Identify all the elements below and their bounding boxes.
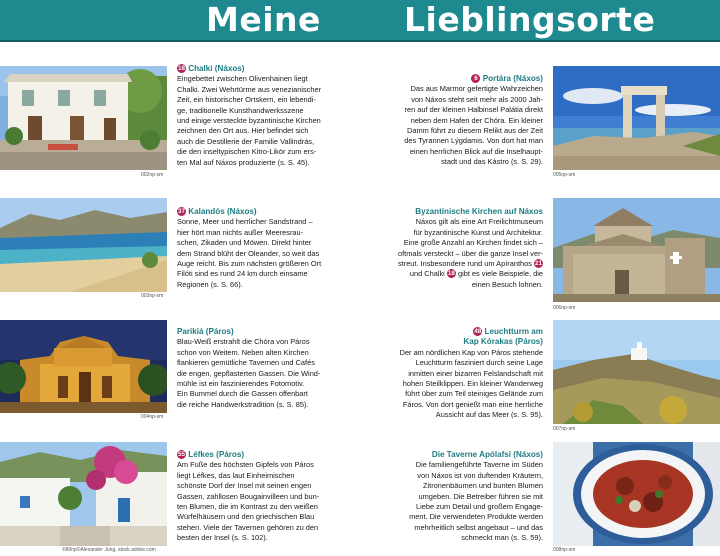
entry-leuchtturm: 48 Leuchtturm am Kap Kórakas (Páros) Der am nördlichen Kap von Páros stehende Leuchtturm fasziniert durch seine Lage inmitten einer bizarren Felslandschaft mit hohen Steilklippen. Ein kleiner Wanderweg führt über zum Teil steiniges Gelände zum Fáros. Von dort genießt man eine herrliche Aussicht auf das Meer (s. S. 95). — [383, 327, 543, 421]
photo-chalki — [0, 66, 167, 170]
entry-portara: 6 Portára (Náxos) Das aus Marmor gefertigte Wahrzeichen von Náxos steht seit mehr als 2000 Jah- ren auf der kleinen Halbinsel Palátia direkt neben dem Hafen der Chóra. Ein kleiner Damm führt zu diesem Relikt aus der Zeit des Tyrannen Lýgdamis. Von dort hat man einen herrlichen Blick auf die Inselhaupt- stadt und das Kástro (s. S. 29). — [383, 74, 543, 168]
photo-byzantine-church — [553, 198, 720, 302]
entry-title: Parikiá (Páros) — [177, 327, 234, 336]
location-number-badge: 18 — [178, 65, 186, 72]
photo-credit: 007np-sm — [553, 426, 576, 432]
photo-credit: 006np-sm — [553, 305, 576, 311]
photo-portara — [553, 66, 720, 170]
entry-title: Die Taverne Apólafsi (Náxos) — [431, 450, 543, 459]
photo-credit: 003np-sm — [141, 293, 164, 299]
location-number-badge: 6 — [471, 74, 480, 83]
entry-title: 18 Chalki (Náxos) — [178, 64, 245, 73]
entry-title: 6 Portára (Náxos) — [383, 74, 543, 84]
entry-parikia: Parikiá (Páros) Blau-Weiß erstrahlt die Chóra von Páros schon von Weitem. Neben alten Kirchen flankieren gemütliche Tavernen und Cafés die engen, gepflasterten Gassen. Die Wind- mühle ist ein faszinierendes Fotomotiv. Ein Bummel durch die Gassen offenbart die reiche Handwerkstradition (s. S. 85). — [177, 327, 337, 410]
entry-chalki: 18 Chalki (Náxos) Eingebettet zwischen Olivenhainen liegt Chalki. Zwei Wehrtürme aus venezianischer Zeit, ein historischer Ortskern, ein lebendi- ge, traditionelle Kunsthandwerksszene und einige versteckte byzantinische Kirchen zeichnen den Ort aus. Hier befindet sich auch die Destillerie der Familie Vallindrás, die den inseltypischen Kitro-Likör zum ers- ten Mal auf Náxos produzierte (s. S. 45). — [177, 64, 337, 168]
entry-lefkes: 55 Léfkes (Páros) Am Fuße des höchsten Gipfels von Páros liegt Léfkes, das laut Einheimischen schönste Dorf der Insel mit seinen engen Gassen, zahllosen Bougainvilleen und bun- ten Blumen, die im Kontrast zu den weißen Würfelhäusern und den griechischen Blau stehen. Viele der Tavernen gehören zu den besten der Insel (s. S. 102). — [177, 450, 337, 544]
photo-credit: 004np-sm — [141, 414, 164, 420]
entry-byzantine: Byzantinische Kirchen auf Náxos Náxos gilt als eine Art Freilichtmuseum für byzantinische Kunst und Architektur. Eine große Anzahl an Kirchen findet sich – oftmals versteckt – über die ganze Insel ver- streut. Insbesondere rund um Apíranthos 21 und Chalki 18 gibt es viele Beispiele, die einen Besuch lohnen. — [383, 207, 543, 290]
entry-title: 48 Leuchtturm am — [474, 327, 543, 336]
photo-credit: 008np-sm — [553, 547, 576, 553]
photo-parikia — [0, 320, 167, 413]
entry-title: 37 Kalandós (Náxos) — [178, 207, 257, 216]
header-word-lieblingsorte: Lieblingsorte — [404, 0, 656, 39]
entry-kalandos: 37 Kalandós (Náxos) Sonne, Meer und herrlicher Sandstrand – hier hört man nichts außer Meeresrau- schen, Zikaden und Möwen. Direkt hinter dem Strand blüht der Oleander, so weit das Auge reicht. Bis zum nächsten größeren Ort Filóti sind es rund 24 km durch einsame Regionen (s. S. 66). — [177, 207, 337, 290]
photo-credit: 002np-sm — [141, 172, 164, 178]
photo-kalandos — [0, 198, 167, 292]
entry-title: Byzantinische Kirchen auf Náxos — [415, 207, 543, 216]
photo-credit: ©80np©Alexander Jung, stock.adobe.com — [62, 547, 156, 553]
photo-leuchtturm — [553, 320, 720, 424]
photo-lefkes — [0, 442, 167, 546]
location-number-badge: 55 — [178, 451, 186, 458]
entry-taverne: Die Taverne Apólafsi (Náxos) Die familiengeführte Taverne im Süden von Náxos ist von duftenden Kräutern, Zitronenbäumen und bunten Blumen umgeben. Die Betreiber führen sie mit Liebe zum Detail und großem Engage- ment. Die verwendeten Produkte werden mehrheitlich selbst angebaut – und das schmeckt man (s. S. 59). — [383, 450, 543, 544]
location-number-badge: 37 — [178, 208, 186, 215]
entry-title: 55 Léfkes (Páros) — [178, 450, 245, 459]
location-number-badge: 18 — [447, 270, 455, 278]
location-number-badge: 21 — [534, 260, 542, 268]
location-number-badge: 48 — [474, 328, 482, 335]
photo-credit: 005np-sm — [553, 172, 576, 178]
entry-title-line2: Kap Kórakas (Páros) — [463, 337, 543, 347]
photo-taverne — [553, 442, 720, 546]
header-rule — [0, 40, 720, 42]
header-word-meine: Meine — [206, 0, 321, 39]
page-header — [0, 0, 720, 40]
